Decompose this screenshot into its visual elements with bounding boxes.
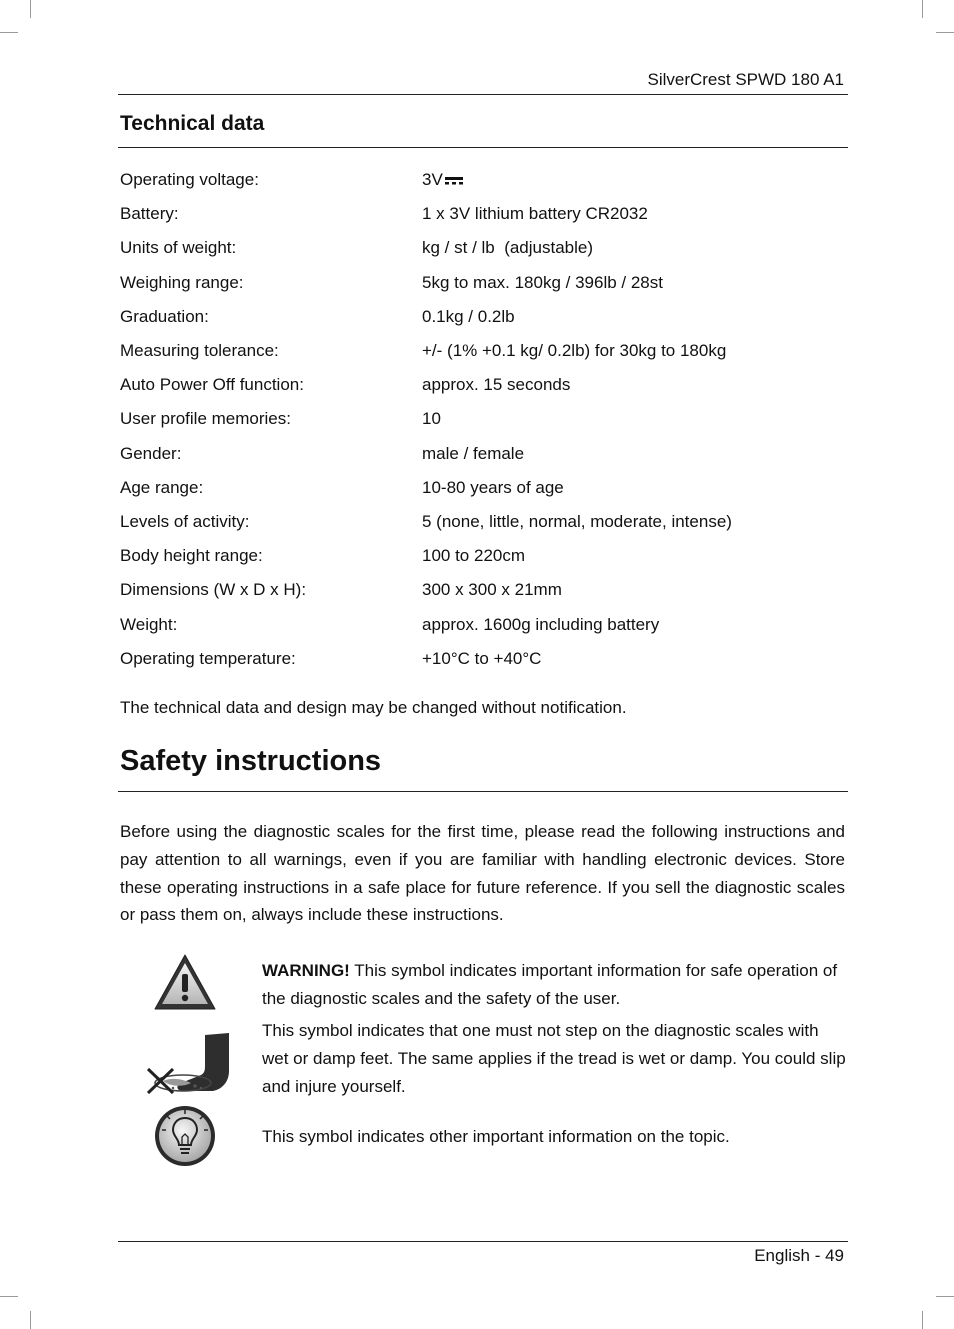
dc-current-icon — [444, 176, 464, 186]
crop-mark — [936, 32, 954, 33]
crop-mark — [30, 1311, 31, 1329]
spec-label: Operating temperature: — [120, 648, 296, 668]
symbol-text-wet-feet: This symbol indicates that one must not step on the diagnostic scales with wet or damp feet. The same applies if the tread is wet or damp. You could slip and injure yourself. — [262, 1021, 846, 1096]
spec-row — [120, 505, 850, 539]
spec-row — [120, 539, 850, 573]
no-wet-feet-icon — [143, 1031, 233, 1097]
technical-data-rule — [118, 147, 848, 148]
spec-label: Auto Power Off function: — [120, 375, 304, 395]
spec-value: 300 x 300 x 21mm — [422, 580, 562, 600]
safety-heading: Safety instructions — [120, 745, 382, 777]
spec-row — [120, 334, 850, 368]
crop-mark — [922, 1311, 923, 1329]
symbol-text-warning — [262, 957, 846, 1013]
spec-value: 100 to 220cm — [422, 546, 526, 566]
spec-row — [120, 368, 850, 402]
spec-row — [120, 163, 850, 197]
spec-row — [120, 300, 850, 334]
page-number: English - 49 — [754, 1246, 844, 1265]
spec-label: Measuring tolerance: — [120, 341, 279, 361]
crop-mark — [30, 0, 31, 18]
spec-value: approx. 15 seconds — [422, 375, 571, 395]
crop-mark — [922, 0, 923, 18]
spec-value: 5kg to max. 180kg / 396lb / 28st — [422, 272, 663, 292]
crop-mark — [0, 1296, 18, 1297]
crop-mark — [936, 1296, 954, 1297]
spec-value: +/- (1% +0.1 kg/ 0.2lb) for 30kg to 180kg — [422, 341, 727, 361]
spec-value-cell — [422, 163, 850, 197]
spec-value: 0.1kg / 0.2lb — [422, 306, 515, 326]
symbol-text-info: This symbol indicates other important information on the topic. — [262, 1127, 730, 1146]
safety-intro: Before using the diagnostic scales for the first time, please read the following instructions and pay attention to all warnings, even if you are familiar with handling electronic devices. Store these operating instructions in a safe place for future reference. If you sell the diagnostic scales or pass them on, always include these instructions. — [120, 822, 845, 925]
spec-table — [120, 163, 850, 676]
spec-label: Graduation: — [120, 306, 209, 326]
spec-value: approx. 1600g including battery — [422, 614, 660, 634]
spec-row — [120, 231, 850, 265]
spec-row — [120, 437, 850, 471]
spec-value: 1 x 3V lithium battery CR2032 — [422, 204, 648, 224]
spec-label: Dimensions (W x D x H): — [120, 580, 307, 600]
spec-label: Battery: — [120, 204, 179, 224]
spec-value: 3V — [422, 170, 443, 190]
spec-value: 5 (none, little, normal, moderate, intense) — [422, 511, 732, 531]
header-product-name: SilverCrest SPWD 180 A1 — [647, 70, 844, 89]
lightbulb-icon — [153, 1104, 217, 1168]
spec-label: Weight: — [120, 614, 178, 634]
safety-rule — [118, 791, 848, 792]
spec-row — [120, 607, 850, 641]
spec-label: Levels of activity: — [120, 511, 250, 531]
warning-text: This symbol indicates important information for safe operation of the diagnostic scales and the safety of the user. — [262, 961, 838, 1008]
warning-lead: WARNING! — [262, 961, 350, 980]
spec-label: Units of weight: — [120, 238, 237, 258]
spec-label: Operating voltage: — [120, 170, 259, 190]
warning-triangle-icon — [153, 953, 217, 1011]
spec-label: Weighing range: — [120, 272, 244, 292]
spec-row — [120, 402, 850, 436]
spec-row — [120, 471, 850, 505]
technical-note: The technical data and design may be changed without notification. — [120, 698, 627, 717]
spec-row — [120, 197, 850, 231]
spec-value: kg / st / lb (adjustable) — [422, 238, 594, 258]
spec-value: 10-80 years of age — [422, 477, 564, 497]
technical-data-heading: Technical data — [120, 112, 265, 135]
spec-label: Body height range: — [120, 546, 263, 566]
spec-value: 10 — [422, 409, 441, 429]
spec-label: Gender: — [120, 443, 182, 463]
spec-row — [120, 642, 850, 676]
spec-label: User profile memories: — [120, 409, 291, 429]
spec-row — [120, 266, 850, 300]
spec-value: male / female — [422, 443, 525, 463]
spec-row — [120, 573, 850, 607]
header-rule — [118, 94, 848, 95]
spec-label: Age range: — [120, 477, 204, 497]
crop-mark — [0, 32, 18, 33]
spec-value: +10°C to +40°C — [422, 648, 542, 668]
footer-rule — [118, 1241, 848, 1242]
